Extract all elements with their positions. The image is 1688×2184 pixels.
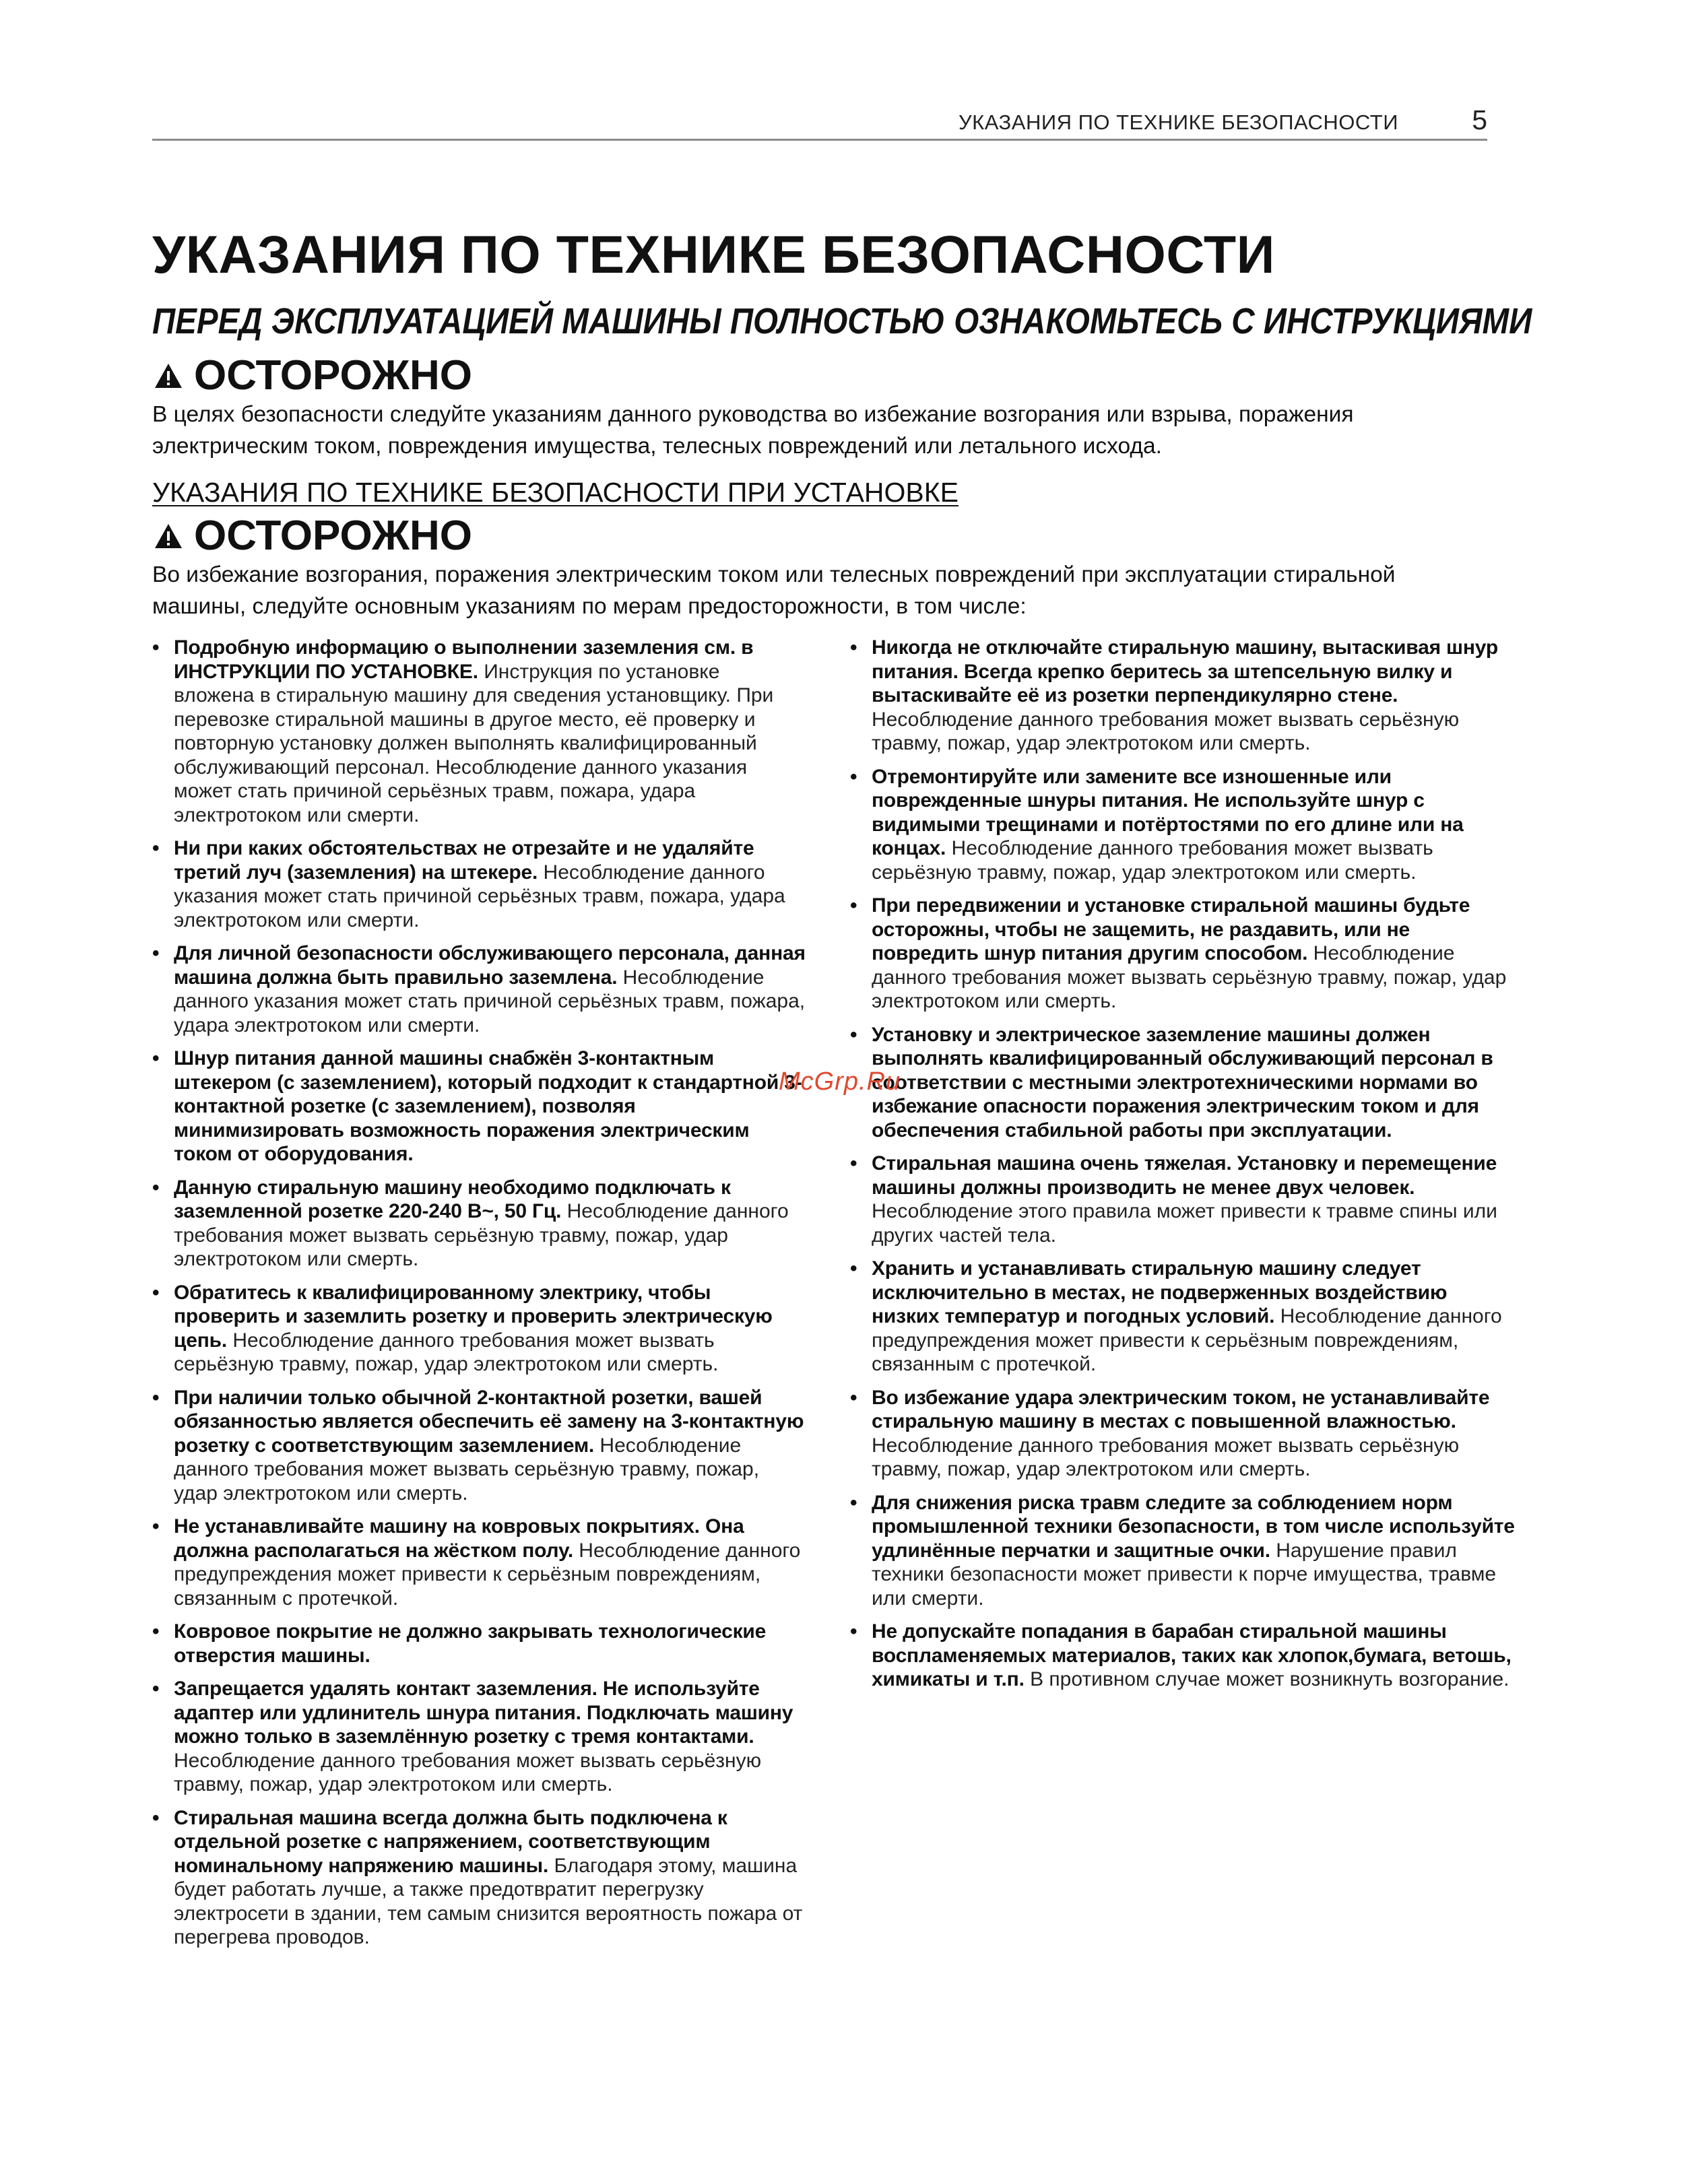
list-item: • Для личной безопасности обслуживающего персонала, данная машина должна быть правильно заземлена. Несоблюдение данного указания может стать причиной серьёзных травм, пожара, удара электротоком или смерти. [152,941,806,1037]
list-item: • Стиральная машина очень тяжелая. Установку и перемещение машины должны производить не менее двух человек. Несоблюдение этого правила может привести к травме спины или других частей тела. [850,1152,1517,1247]
watermark: McGrp.Ru [779,1067,901,1096]
list-item: • При наличии только обычной 2-контактной розетки, вашей обязанностью является обеспечить её замену на 3-контактную розетку с соответствующим заземлением. Несоблюдение данного требования может вызвать серьёзную травму, пожар, удар электротоком или смерть. [152,1386,806,1506]
list-item: • Обратитесь к квалифицированному электрику, чтобы проверить и заземлить розетку и проверить электрическую цепь. Несоблюдение данного требования может вызвать серьёзную травму, пожар, удар электротоком или смерть. [152,1281,806,1377]
list-item: • Данную стиральную машину необходимо подключать к заземленной розетке 220-240 В~, 50 Гц. Несоблюдение данного требования может вызвать серьёзную травму, пожар, удар электротоком или смерть. [152,1176,806,1271]
list-item: • Никогда не отключайте стиральную машину, вытаскивая шнур питания. Всегда крепко беритесь за штепсельную вилку и вытаскивайте её из розетки перпендикулярно стене. Несоблюдение данного требования может вызвать серьёзную травму, пожар, удар электротоком или смерть. [850,636,1517,756]
caution-label: ОСТОРОЖНО [194,352,472,399]
page-title: УКАЗАНИЯ ПО ТЕХНИКЕ БЕЗОПАСНОСТИ [152,224,1275,284]
list-item: • Для снижения риска травм следите за соблюдением норм промышленной техники безопасности, в том числе используйте удлинённые перчатки и защитные очки. Нарушение правил техники безопасности может привести к порче имущества, травме или смерти. [850,1491,1517,1611]
list-item: • Ковровое покрытие не должно закрывать технологические отверстия машины. [152,1620,806,1667]
list-item: • Шнур питания данной машины снабжён 3-контактным штекером (с заземлением), который подходит к стандартной 3-контактной розетке (с заземлением), позволяя минимизировать возможность поражения электрическим током от оборудования. [152,1047,806,1166]
warning-triangle-icon [154,523,183,550]
list-item: • При передвижении и установке стиральной машины будьте осторожны, чтобы не защемить, не раздавить, или не повредить шнур питания другим способом. Несоблюдение данного требования может вызвать серьёзную травму, пожар, удар электротоком или смерть. [850,894,1517,1014]
caution-heading-installation [154,512,472,560]
section-heading-installation: УКАЗАНИЯ ПО ТЕХНИКЕ БЕЗОПАСНОСТИ ПРИ УСТАНОВКЕ [152,477,959,508]
safety-list-right [850,636,1517,1701]
safety-list-left [152,636,806,1959]
list-item: • Установку и электрическое заземление машины должен выполнять квалифицированный обслуживающий персонал в соответствии с местными электротехническими нормами во избежание опасности поражения электрическим током и для обеспечения стабильной работы при эксплуатации. [850,1023,1517,1143]
list-item: • Хранить и устанавливать стиральную машину следует исключительно в местах, не подверженных воздействию низких температур и погодных условий. Несоблюдение данного предупреждения может привести к серьёзным повреждениям, связанным с протечкой. [850,1257,1517,1377]
list-item: • Запрещается удалять контакт заземления. Не используйте адаптер или удлинитель шнура питания. Подключать машину можно только в заземлённую розетку с тремя контактами. Несоблюдение данного требования может вызвать серьёзную травму, пожар, удар электротоком или смерть. [152,1677,806,1797]
caution-heading-general [154,352,472,399]
warning-triangle-icon [154,362,183,389]
list-item: • Отремонтируйте или замените все изношенные или поврежденные шнуры питания. Не используйте шнур с видимыми трещинами и потёртостями по его длине или на концах. Несоблюдение данного требования может вызвать серьёзную травму, пожар, удар электротоком или смерть. [850,765,1517,885]
page-number: 5 [1472,104,1487,135]
list-item: • Не устанавливайте машину на ковровых покрытиях. Она должна располагаться на жёстком полу. Несоблюдение данного предупреждения может привести к серьёзным повреждениям, связанным с протечкой. [152,1515,806,1610]
caution-label: ОСТОРОЖНО [194,512,472,559]
intro-general-text: В целях безопасности следуйте указаниям данного руководства во избежание возгорания или взрыва, поражения электрическим током, повреждения имущества, телесных повреждений или летального исхода. [152,402,1354,459]
page-header [152,101,1487,141]
list-item: • Не допускайте попадания в барабан стиральной машины воспламеняемых материалов, таких как хлопок,бумага, ветошь, химикаты и т.п. В противном случае может возникнуть возгорание. [850,1620,1517,1692]
list-item: • Во избежание удара электрическим током, не устанавливайте стиральную машину в местах с повышенной влажностью. Несоблюдение данного требования может вызвать серьёзную травму, пожар, удар электротоком или смерть. [850,1386,1517,1482]
header-title: УКАЗАНИЯ ПО ТЕХНИКЕ БЕЗОПАСНОСТИ [958,110,1398,134]
list-item: • Стиральная машина всегда должна быть подключена к отдельной розетке с напряжением, соответствующим номинальному напряжению машины. Благодаря этому, машина будет работать лучше, а также предотвратит перегрузку электросети в здании, тем самым снизится вероятность пожара от перегрева проводов. [152,1806,806,1950]
page-subtitle: ПЕРЕД ЭКСПЛУАТАЦИЕЙ МАШИНЫ ПОЛНОСТЬЮ ОЗНАКОМЬТЕСЬ С ИНСТРУКЦИЯМИ [152,301,1532,341]
list-item: • Подробную информацию о выполнении заземления см. в ИНСТРУКЦИИ ПО УСТАНОВКЕ. Инструкция по установке вложена в стиральную машину для сведения установщику. При перевозке стиральной машины в другое место, её проверку и повторную установку должен выполнять квалифицированный обслуживающий персонал. Несоблюдение данного указания может стать причиной серьёзных травм, пожара, удара электротоком или смерти. [152,636,806,827]
list-item: • Ни при каких обстоятельствах не отрезайте и не удаляйте третий луч (заземления) на штекере. Несоблюдение данного указания может стать причиной серьёзных травм, пожара, удара электротоком или смерти. [152,836,806,932]
intro-installation-text: Во избежание возгорания, поражения электрическим током или телесных повреждений при эксплуатации стиральной машины, следуйте основным указаниям по мерам предосторожности, в том числе: [152,562,1396,619]
